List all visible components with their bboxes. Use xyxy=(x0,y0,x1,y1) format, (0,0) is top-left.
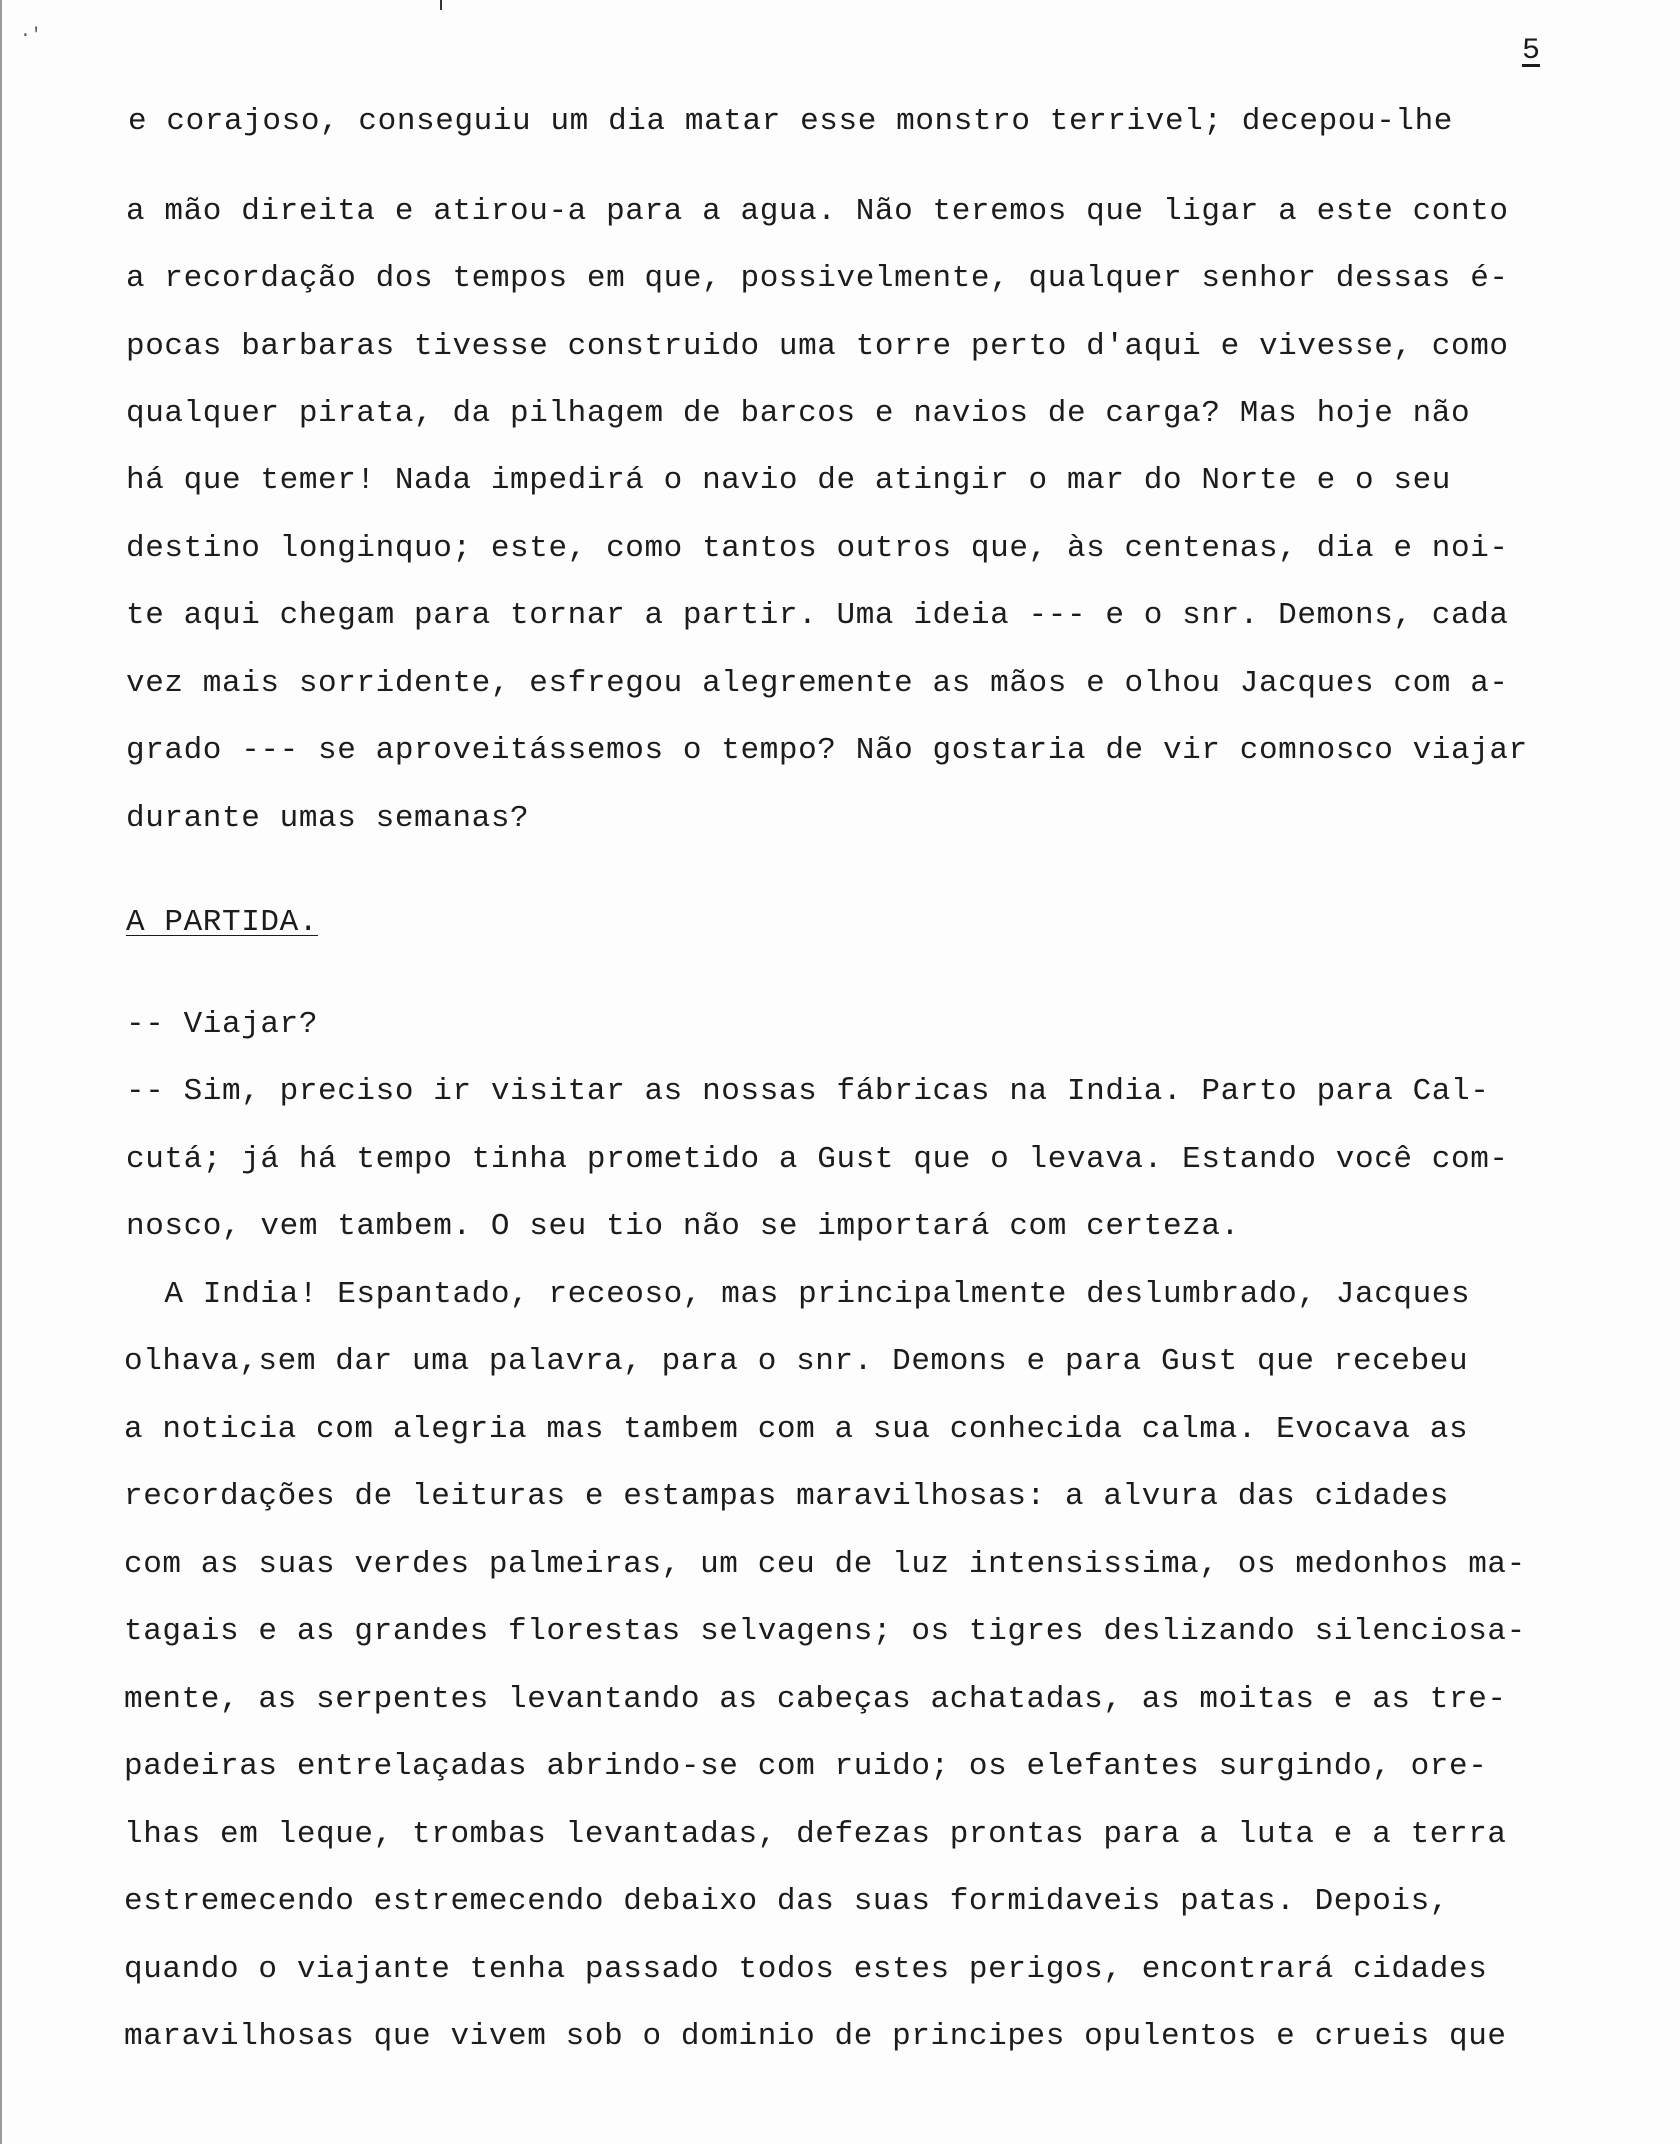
text-line: a noticia com alegria mas tambem com a sua conhecida calma. Evocava as xyxy=(124,1412,1469,1447)
top-tick-mark xyxy=(440,0,442,10)
text-line: estremecendo estremecendo debaixo das suas formidaveis patas. Depois, xyxy=(124,1884,1450,1919)
text-line: cutá; já há tempo tinha prometido a Gust que o levava. Estando você com- xyxy=(126,1142,1509,1177)
text-line: há que temer! Nada impedirá o navio de atingir o mar do Norte e o seu xyxy=(126,463,1452,498)
page-number: 5 xyxy=(1522,34,1541,68)
text-line: padeiras entrelaçadas abrindo-se com ruido; os elefantes surgindo, ore- xyxy=(124,1749,1488,1784)
text-line: nosco, vem tambem. O seu tio não se importará com certeza. xyxy=(126,1209,1240,1244)
text-line: destino longinquo; este, como tantos outros que, às centenas, dia e noi- xyxy=(126,531,1509,566)
text-line: e corajoso, conseguiu um dia matar esse monstro terrivel; decepou-lhe xyxy=(128,104,1454,139)
text-line: quando o viajante tenha passado todos estes perigos, encontrará cidades xyxy=(124,1952,1488,1987)
text-line: olhava,sem dar uma palavra, para o snr. Demons e para Gust que recebeu xyxy=(124,1344,1469,1379)
text-line: qualquer pirata, da pilhagem de barcos e navios de carga? Mas hoje não xyxy=(126,396,1471,431)
text-line: te aqui chegam para tornar a partir. Uma ideia --- e o snr. Demons, cada xyxy=(126,598,1509,633)
paragraph-start-line: A India! Espantado, receoso, mas principalmente deslumbrado, Jacques xyxy=(126,1277,1471,1312)
text-line: lhas em leque, trombas levantadas, defezas prontas para a luta e a terra xyxy=(124,1817,1507,1852)
text-line: durante umas semanas? xyxy=(126,801,530,836)
text-line: recordações de leituras e estampas maravilhosas: a alvura das cidades xyxy=(124,1479,1450,1514)
section-heading: A PARTIDA. xyxy=(126,905,319,940)
text-line: a recordação dos tempos em que, possivelmente, qualquer senhor dessas é- xyxy=(126,261,1509,296)
text-line: tagais e as grandes florestas selvagens; os tigres deslizando silenciosa- xyxy=(124,1614,1526,1649)
dialogue-line: -- Viajar? xyxy=(126,1007,319,1042)
text-line: a mão direita e atirou-a para a agua. Não teremos que ligar a este conto xyxy=(126,194,1509,229)
text-line: pocas barbaras tivesse construido uma torre perto d'aqui e vivesse, como xyxy=(126,329,1509,364)
text-line: mente, as serpentes levantando as cabeças achatadas, as moitas e as tre- xyxy=(124,1682,1507,1717)
left-margin-rule xyxy=(0,0,2,2144)
corner-mark: ·' xyxy=(20,26,42,46)
text-line: grado --- se aproveitássemos o tempo? Não gostaria de vir comnosco viajar xyxy=(126,733,1528,768)
text-line: com as suas verdes palmeiras, um ceu de luz intensissima, os medonhos ma- xyxy=(124,1547,1526,1582)
text-line: maravilhosas que vivem sob o dominio de principes opulentos e crueis que xyxy=(124,2019,1507,2054)
dialogue-line: -- Sim, preciso ir visitar as nossas fábricas na India. Parto para Cal- xyxy=(126,1074,1490,1109)
text-line: vez mais sorridente, esfregou alegremente as mãos e olhou Jacques com a- xyxy=(126,666,1509,701)
